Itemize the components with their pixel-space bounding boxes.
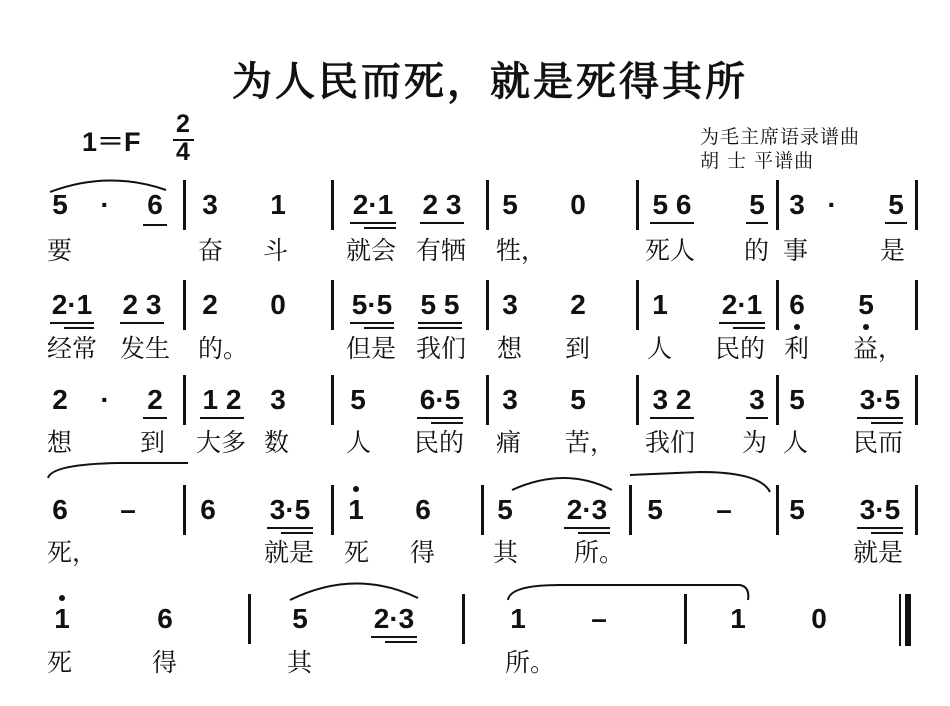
note: 0 [570,189,586,220]
lyric: 益， [853,334,904,363]
note: 1 [652,289,668,320]
note: 2 [570,289,586,320]
lyric: 就是 [264,538,315,567]
note: 3·5 [859,384,901,415]
note: 2·3 [566,494,608,525]
credit-lyric-source: 为毛主席语录谱曲 [700,126,861,148]
note: 6 [52,494,68,525]
extension-dash: – [716,494,732,525]
note: 2·3 [373,603,415,634]
note: 1 2 [202,384,242,415]
lyric: 死 [47,648,73,677]
lyric: 死， [47,538,98,567]
lyric: 的。 [198,334,249,363]
note: 2 3 [422,189,462,220]
note: 5 [350,384,366,415]
tie [630,472,770,492]
note: 3 [502,289,518,320]
note: 5 [292,603,308,634]
credit-composer: 胡 士 平谱曲 [700,150,815,172]
note: 2 [52,384,68,415]
lyric: 其 [287,648,313,677]
augmentation-dot: · [100,189,110,220]
note: 1 [54,603,70,634]
lyric: 人 [647,334,673,363]
lyric: 要 [47,236,73,265]
note: 3·5 [269,494,311,525]
note: 5 [888,189,904,220]
note: 1 [348,494,364,525]
note: 5 [647,494,663,525]
lyric: 牲， [496,236,547,265]
note: 1 [730,603,746,634]
lyric: 大多 [196,428,247,457]
lyric: 得 [152,648,178,677]
note: 3 [270,384,286,415]
slur [512,478,612,490]
note: 5 [789,494,805,525]
note: 5 [52,189,68,220]
note: 5 [570,384,586,415]
lyric: 是 [880,236,906,265]
lyric: 所。 [505,648,556,677]
lyric: 痛 [496,428,522,457]
lyric: 得 [410,538,436,567]
note: 3 [202,189,218,220]
note: 5 [789,384,805,415]
lyric: 民的 [715,334,766,363]
note: 3 [749,384,765,415]
time-signature-top: 2 [176,110,190,138]
time-signature-bottom: 4 [176,138,190,166]
slur [290,583,418,600]
note: 2 3 [122,289,162,320]
lyric: 想 [497,334,523,363]
lyric: 但是 [346,334,397,363]
note: 6 [415,494,431,525]
lyric: 我们 [645,428,696,457]
lyric: 苦， [565,428,616,457]
note: 6 [157,603,173,634]
note: 6 [147,189,163,220]
note: 6 [200,494,216,525]
lyric: 有牺 [416,236,467,265]
note: 2·1 [352,189,394,220]
note: 5 [858,289,874,320]
lyric: 就是 [853,538,904,567]
note: 2 [147,384,163,415]
note: 3 [789,189,805,220]
lyric: 就会 [346,236,397,265]
lyric: 为 [742,428,768,457]
note: 5 [502,189,518,220]
lyric: 到 [140,428,166,457]
lyric: 的 [744,236,770,265]
note: 6 [789,289,805,320]
lyric: 事 [783,236,809,265]
lyric: 民而 [853,428,904,457]
lyric: 死 [344,538,370,567]
note: 2 [202,289,218,320]
note: 5·5 [351,289,393,320]
note: 0 [811,603,827,634]
song-title: 为人民而死，就是死得其所 [232,59,748,105]
note: 3 2 [652,384,692,415]
note: 2·1 [51,289,93,320]
note: 5 6 [652,189,692,220]
lyric: 其 [493,538,519,567]
lyric: 死人 [645,236,696,265]
note: 6·5 [419,384,461,415]
lyric: 发生 [120,334,171,363]
lyric: 想 [47,428,73,457]
lyric: 斗 [263,236,289,265]
augmentation-dot: · [100,384,110,415]
note: 1 [510,603,526,634]
lyric: 到 [565,334,591,363]
lyric: 所。 [574,538,625,567]
key-signature: 1＝F [82,127,141,157]
note: 3 [502,384,518,415]
lyric: 人 [346,428,372,457]
note: 5 [749,189,765,220]
note: 2·1 [721,289,763,320]
slur [50,180,166,192]
note: 3·5 [859,494,901,525]
extension-dash: – [120,494,136,525]
lyric: 数 [264,428,290,457]
note: 5 [497,494,513,525]
tie [508,585,748,600]
note: 1 [270,189,286,220]
lyric: 奋 [198,236,224,265]
note: 0 [270,289,286,320]
lyric: 人 [783,428,809,457]
lyric: 利 [784,334,810,363]
lyric: 经常 [47,334,98,363]
tie [48,463,188,478]
augmentation-dot: · [827,189,837,220]
lyric: 民的 [414,428,465,457]
note: 5 5 [420,289,460,320]
extension-dash: – [591,603,607,634]
lyric: 我们 [416,334,467,363]
